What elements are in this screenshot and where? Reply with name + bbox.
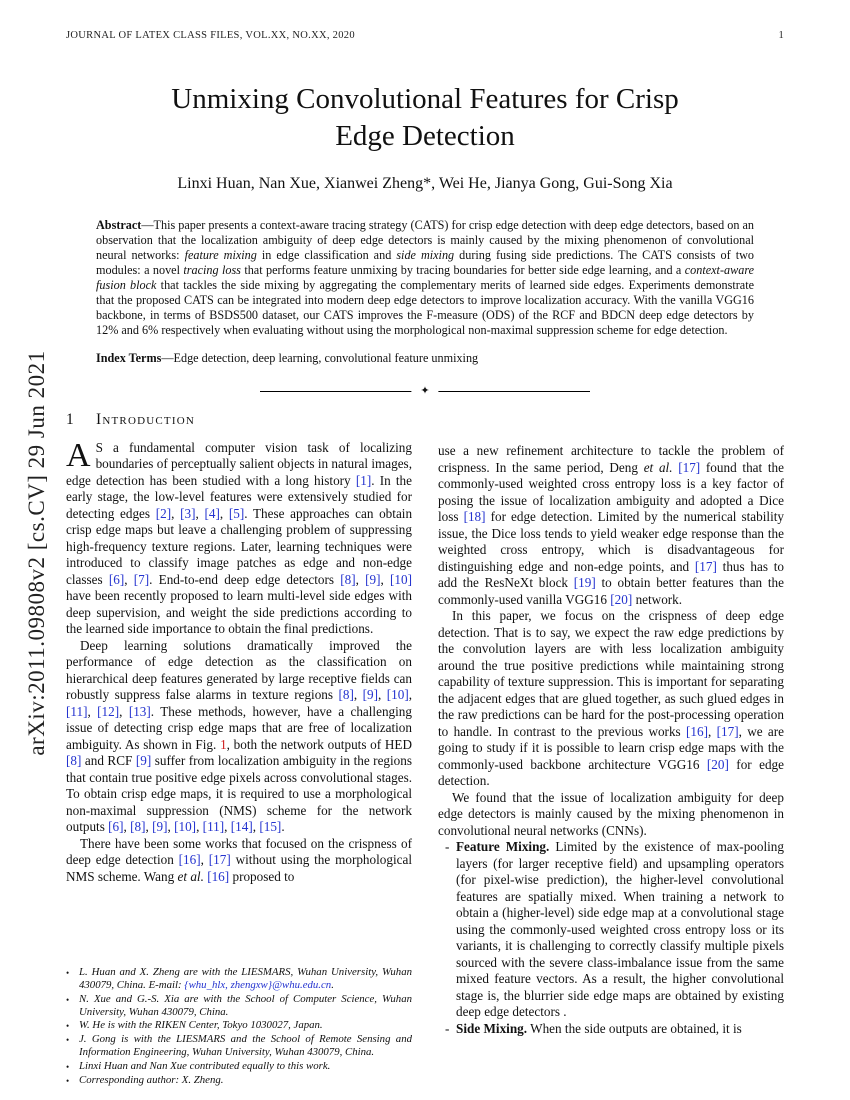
index-terms: Index Terms—Edge detection, deep learning, convolutional feature unmixing [96, 351, 479, 365]
diamond-icon: ✦ [411, 384, 438, 398]
citation-link[interactable]: [8] [130, 819, 146, 834]
list-item-text: Side Mixing. When the side outputs are obtained, it is [456, 1020, 742, 1036]
footnote [66, 1033, 412, 1059]
footnote-text: Corresponding author: X. Zheng. [79, 1073, 224, 1086]
arxiv-stamp: arXiv:2011.09808v2 [cs.CV] 29 Jun 2021 [24, 350, 49, 756]
citation-link[interactable]: [1] [355, 472, 372, 488]
paragraph: use a new refinement architecture to tackle the problem of crispness. In the same period, Deng et al. [17] found that the commonly-used weighted cross entropy loss is a key factor of posing the issue of localization ambiguity and adopted a Dice loss [18] for edge detection. Limited by the numerical stability issue, the Dice loss tends to yield weaker edge response than the weighted cross entropy, which is disadvantageous for distinguishing edge and non-edge points, and [17] thus has to add the ResNeXt block [19] to obtain better features than the commonly-used vanilla VGG16 [20] network. [438, 443, 785, 607]
citation-link[interactable]: [20] [706, 756, 729, 772]
email-link[interactable]: {whu_hlx, zhengxw}@whu.edu.cn [184, 979, 332, 992]
citation-link[interactable]: [17] [208, 852, 231, 867]
citation-link[interactable]: [19] [573, 575, 596, 590]
dropcap: A [66, 436, 91, 474]
bullet-icon: • [66, 1035, 70, 1046]
bullet-icon: • [66, 1020, 70, 1031]
abstract: Abstract—This paper presents a context-aware tracing strategy (CATS) for crisp edge detection with deep edge detectors, based on an observation that the localization ambiguity of deep edge detectors is mainly caused by the mixing phenomenon of convolutional neural networks: feature mixing in edge classification and side mixing during fusing side predictions. The CATS consists of two modules: a novel tracing loss that performs feature unmixing by tracing boundaries for better side edge learning, and a context-aware fusion block that tackles the side mixing by aggregating the complementary merits of learned side edges. Experiments demonstrate that the proposed CATS can be integrated into modern deep edge detectors to improve localization accuracy. With the vanilla VGG16 backbone, in terms of BSDS500 dataset, our CATS improves the F-measure (ODS) of the RCF and BDCN deep edge detectors by 12% and 6% respectively when evaluating without using the morphological non-maximal suppression scheme for edge detection. [96, 218, 755, 337]
citation-link[interactable]: [9] [152, 819, 168, 834]
citation-link[interactable]: [15] [259, 819, 282, 834]
citation-link[interactable]: [6] [108, 819, 124, 834]
dash-icon: - [445, 1020, 450, 1036]
citation-link[interactable]: [13] [128, 703, 151, 719]
running-header [66, 0, 784, 41]
paragraph [66, 436, 413, 638]
citation-link[interactable]: [14] [230, 819, 253, 834]
journal-header-text: JOURNAL OF LATEX CLASS FILES, VOL.XX, NO.XX, 2020 [66, 30, 355, 41]
citation-link[interactable]: [4] [204, 505, 220, 521]
citation-link[interactable]: [9] [365, 571, 381, 587]
citation-link[interactable]: [7] [133, 571, 150, 587]
paragraph: In this paper, we focus on the crispness of deep edge detection. That is to say, we expect the raw edge predictions by the convolution layers are with less localization ambiguity around the true positive predictions while maintaining strong capability of texture suppression. This is important for separating the adjacent edges that are glued together, as such glued edges in the raw predictions can be hard for the post-processing operation to handle. In contrast to the previous works [16], [17], we are going to study if it is possible to learn crisp edge maps with the commonly-used backbone architecture VGG16 [20] for edge detection. [438, 608, 784, 788]
left-column [66, 412, 412, 1088]
section-number: 1 [66, 411, 74, 428]
bullet-icon: • [66, 968, 70, 979]
section-title: Introduction [96, 411, 196, 428]
citation-link[interactable]: [16] [686, 723, 708, 739]
citation-link[interactable]: [17] [694, 558, 717, 574]
section-heading [66, 412, 412, 429]
footnote-text: L. Huan and X. Zheng are with the LIESMARS, Wuhan University, Wuhan 430079, China. E-mail: {whu_hlx, zhengxw}@whu.edu.cn. [79, 966, 412, 992]
paper-title: Unmixing Convolutional Features for Crisp Edge Detection [171, 83, 679, 152]
paragraph-text: S a fundamental computer vision task of localizing boundaries of perceptually salient objects in natural images, edge detection has been studied with a long history [1]. In the early stage, the low-level features were extensively studied for detecting edges [2], [3], [4], [5]. These approaches can obtain crisp edge maps but leave a challenging problem of suppressing high-frequency texture regions. Later, learning techniques were introduced to classify image patches as edge and non-edge classes [6], [7]. End-to-end deep edge detectors [8], [9], [10] have been recently proposed to learn multi-level side edges with deep supervision, and weight the side predictions according to the learned side importance to obtain the final predictions. [66, 439, 413, 636]
list-item-text: Feature Mixing. Limited by the existence of max-pooling layers (for larger receptive field) and upsampling operators (for pixel-wise prediction), the higher-level convolutional features are spatially mixed. When training a network to obtain a (higher-level) side edge map at a convolutional stage using the commonly-used weighted cross entropy loss or its variants, it is challenging to correctly classify multiple pixels sourced with the severe class-imbalance issue from the same mixed feature vectors. As a result, the higher convolutional stage is, the blurrier side edge maps are obtained by existing deep edge detectors . [456, 839, 784, 1019]
authors-line: Linxi Huan, Nan Xue, Xianwei Zheng*, Wei He, Jianya Gong, Gui-Song Xia [177, 175, 673, 192]
right-column [438, 412, 784, 1088]
footnote-text: J. Gong is with the LIESMARS and the School of Remote Sensing and Information Engineering, Wuhan University, Wuhan 430079, China. [79, 1033, 412, 1059]
bullet-icon: • [66, 994, 70, 1005]
citation-link[interactable]: [16] [207, 868, 230, 884]
citation-link[interactable]: [6] [108, 571, 125, 587]
footnote [66, 966, 412, 992]
citation-link[interactable]: [10] [386, 687, 409, 702]
list-item [438, 1021, 784, 1038]
citation-link[interactable]: [16] [178, 852, 201, 867]
citation-link[interactable]: [10] [390, 571, 413, 587]
footnote-text: Linxi Huan and Nan Xue contributed equally to this work. [79, 1059, 331, 1072]
citation-link[interactable]: [9] [362, 687, 378, 702]
figure-ref-link[interactable]: 1 [220, 736, 227, 752]
citation-link[interactable]: [12] [97, 703, 120, 719]
bullet-icon: • [66, 1075, 70, 1086]
paragraph: There have been some works that focused on the crispness of deep edge detection [16], [17] without using the morphological NMS scheme. Wang et al. [16] proposed to [66, 835, 412, 884]
footnote [66, 1074, 412, 1088]
citation-link[interactable]: [8] [340, 571, 356, 587]
footnote [66, 1060, 412, 1074]
citation-link[interactable]: [5] [228, 505, 245, 521]
citation-link[interactable]: [9] [135, 753, 152, 768]
footnotes [66, 966, 412, 1088]
footnote-text: N. Xue and G.-S. Xia are with the School of Computer Science, Wuhan University, Wuhan 430079, China. [79, 992, 412, 1018]
divider [260, 384, 590, 398]
citation-link[interactable]: [20] [610, 591, 633, 607]
citation-link[interactable]: [2] [155, 505, 172, 521]
paragraph: We found that the issue of localization ambiguity for deep edge detectors is mainly caused by the mixing phenomenon in convolutional neural networks (CNNs). [438, 789, 784, 838]
paragraph: Deep learning solutions dramatically improved the performance of edge detection as the classification on hierarchical deep features generated by large receptive fields can robustly suppress false alarms in texture regions [8], [9], [10], [11], [12], [13]. These methods, however, have a challenging issue of detecting crisp edge maps that are free of localization ambiguity. As shown in Fig. 1, both the network outputs of HED [8] and RCF [9] suffer from localization ambiguity in the regions that contain true positive edge pixels across convolutional stages. To obtain crisp edge maps, it is required to use a morphological non-maximal suppression (NMS) scheme for the network outputs [6], [8], [9], [10], [11], [14], [15]. [66, 637, 413, 834]
citation-link[interactable]: [11] [66, 703, 88, 719]
citation-link[interactable]: [8] [338, 687, 354, 702]
citation-link[interactable]: [18] [463, 509, 486, 524]
list-item [438, 839, 784, 1021]
citation-link[interactable]: [17] [716, 723, 739, 739]
citation-link[interactable]: [8] [66, 753, 82, 768]
page-number: 1 [778, 30, 784, 41]
footnote [66, 993, 412, 1019]
footnote [66, 1019, 412, 1033]
citation-link[interactable]: [17] [678, 459, 701, 475]
dash-icon: - [445, 839, 450, 854]
citation-link[interactable]: [10] [174, 819, 197, 834]
citation-link[interactable]: [3] [180, 505, 196, 521]
citation-link[interactable]: [11] [202, 819, 225, 834]
footnote-text: W. He is with the RIKEN Center, Tokyo 1030027, Japan. [79, 1018, 323, 1031]
bullet-icon: • [66, 1061, 70, 1072]
body-columns [66, 412, 784, 1088]
